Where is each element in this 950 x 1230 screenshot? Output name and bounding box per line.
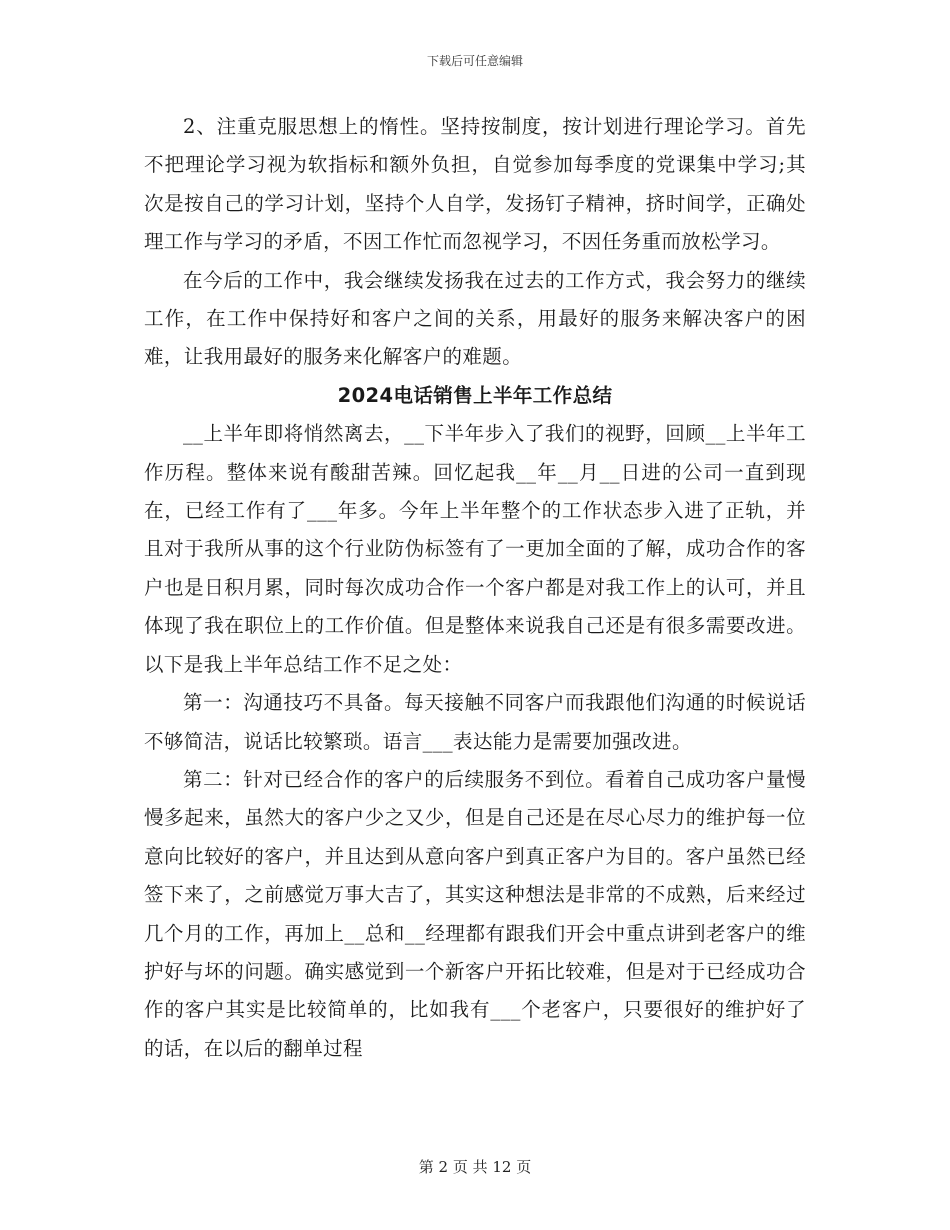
body-paragraph: 在今后的工作中，我会继续发扬我在过去的工作方式，我会努力的继续工作，在工作中保持好和客户之间的关系，用最好的服务来解决客户的困难，让我用最好的服务来化解客户的难题。 (144, 268, 806, 369)
body-paragraph: 第一：沟通技巧不具备。每天接触不同客户而我跟他们沟通的时候说话不够简洁，说话比较繁琐。语言___表达能力是需要加强改进。 (144, 691, 806, 753)
body-paragraph: 第二：针对已经合作的客户的后续服务不到位。看着自己成功客户量慢慢多起来，虽然大的客户少之又少，但是自己还是在尽心尽力的维护每一位意向比较好的客户，并且达到从意向客户到真正客户为目的。客户虽然已经签下来了，之前感觉万事大吉了，其实这种想法是非常的不成熟，后来经过几个月的工作，再加上__总和__经理都有跟我们开会中重点讲到老客户的维护好与坏的问题。确实感觉到一个新客户开拓比较难，但是对于已经成功合作的客户其实是比较简单的，比如我有___个老客户，只要很好的维护好了的话，在以后的翻单过程 (144, 767, 806, 1060)
section-title: 2024电话销售上半年工作总结 (337, 383, 613, 407)
page-number: 第 2 页 共 12 页 (418, 1158, 532, 1176)
page-header-note: 下载后可任意编辑 (426, 54, 523, 68)
body-paragraph: 2、注重克服思想上的惰性。坚持按制度，按计划进行理论学习。首先不把理论学习视为软指标和额外负担，自觉参加每季度的党课集中学习;其次是按自己的学习计划，坚持个人自学，发扬钉子精神，挤时间学，正确处理工作与学习的矛盾，不因工作忙而忽视学习，不因任务重而放松学习。 (144, 115, 806, 254)
document-body (144, 108, 806, 1068)
body-paragraph: __上半年即将悄然离去，__下半年步入了我们的视野，回顾__上半年工作历程。整体来说有酸甜苦辣。回忆起我__年__月__日进的公司一直到现在，已经工作有了___年多。今年上半年整个的工作状态步入进了正轨，并且对于我所从事的这个行业防伪标签有了一更加全面的了解，成功合作的客户也是日积月累，同时每次成功合作一个客户都是对我工作上的认可，并且体现了我在职位上的工作价值。但是整体来说我自己还是有很多需要改进。以下是我上半年总结工作不足之处： (144, 422, 806, 676)
